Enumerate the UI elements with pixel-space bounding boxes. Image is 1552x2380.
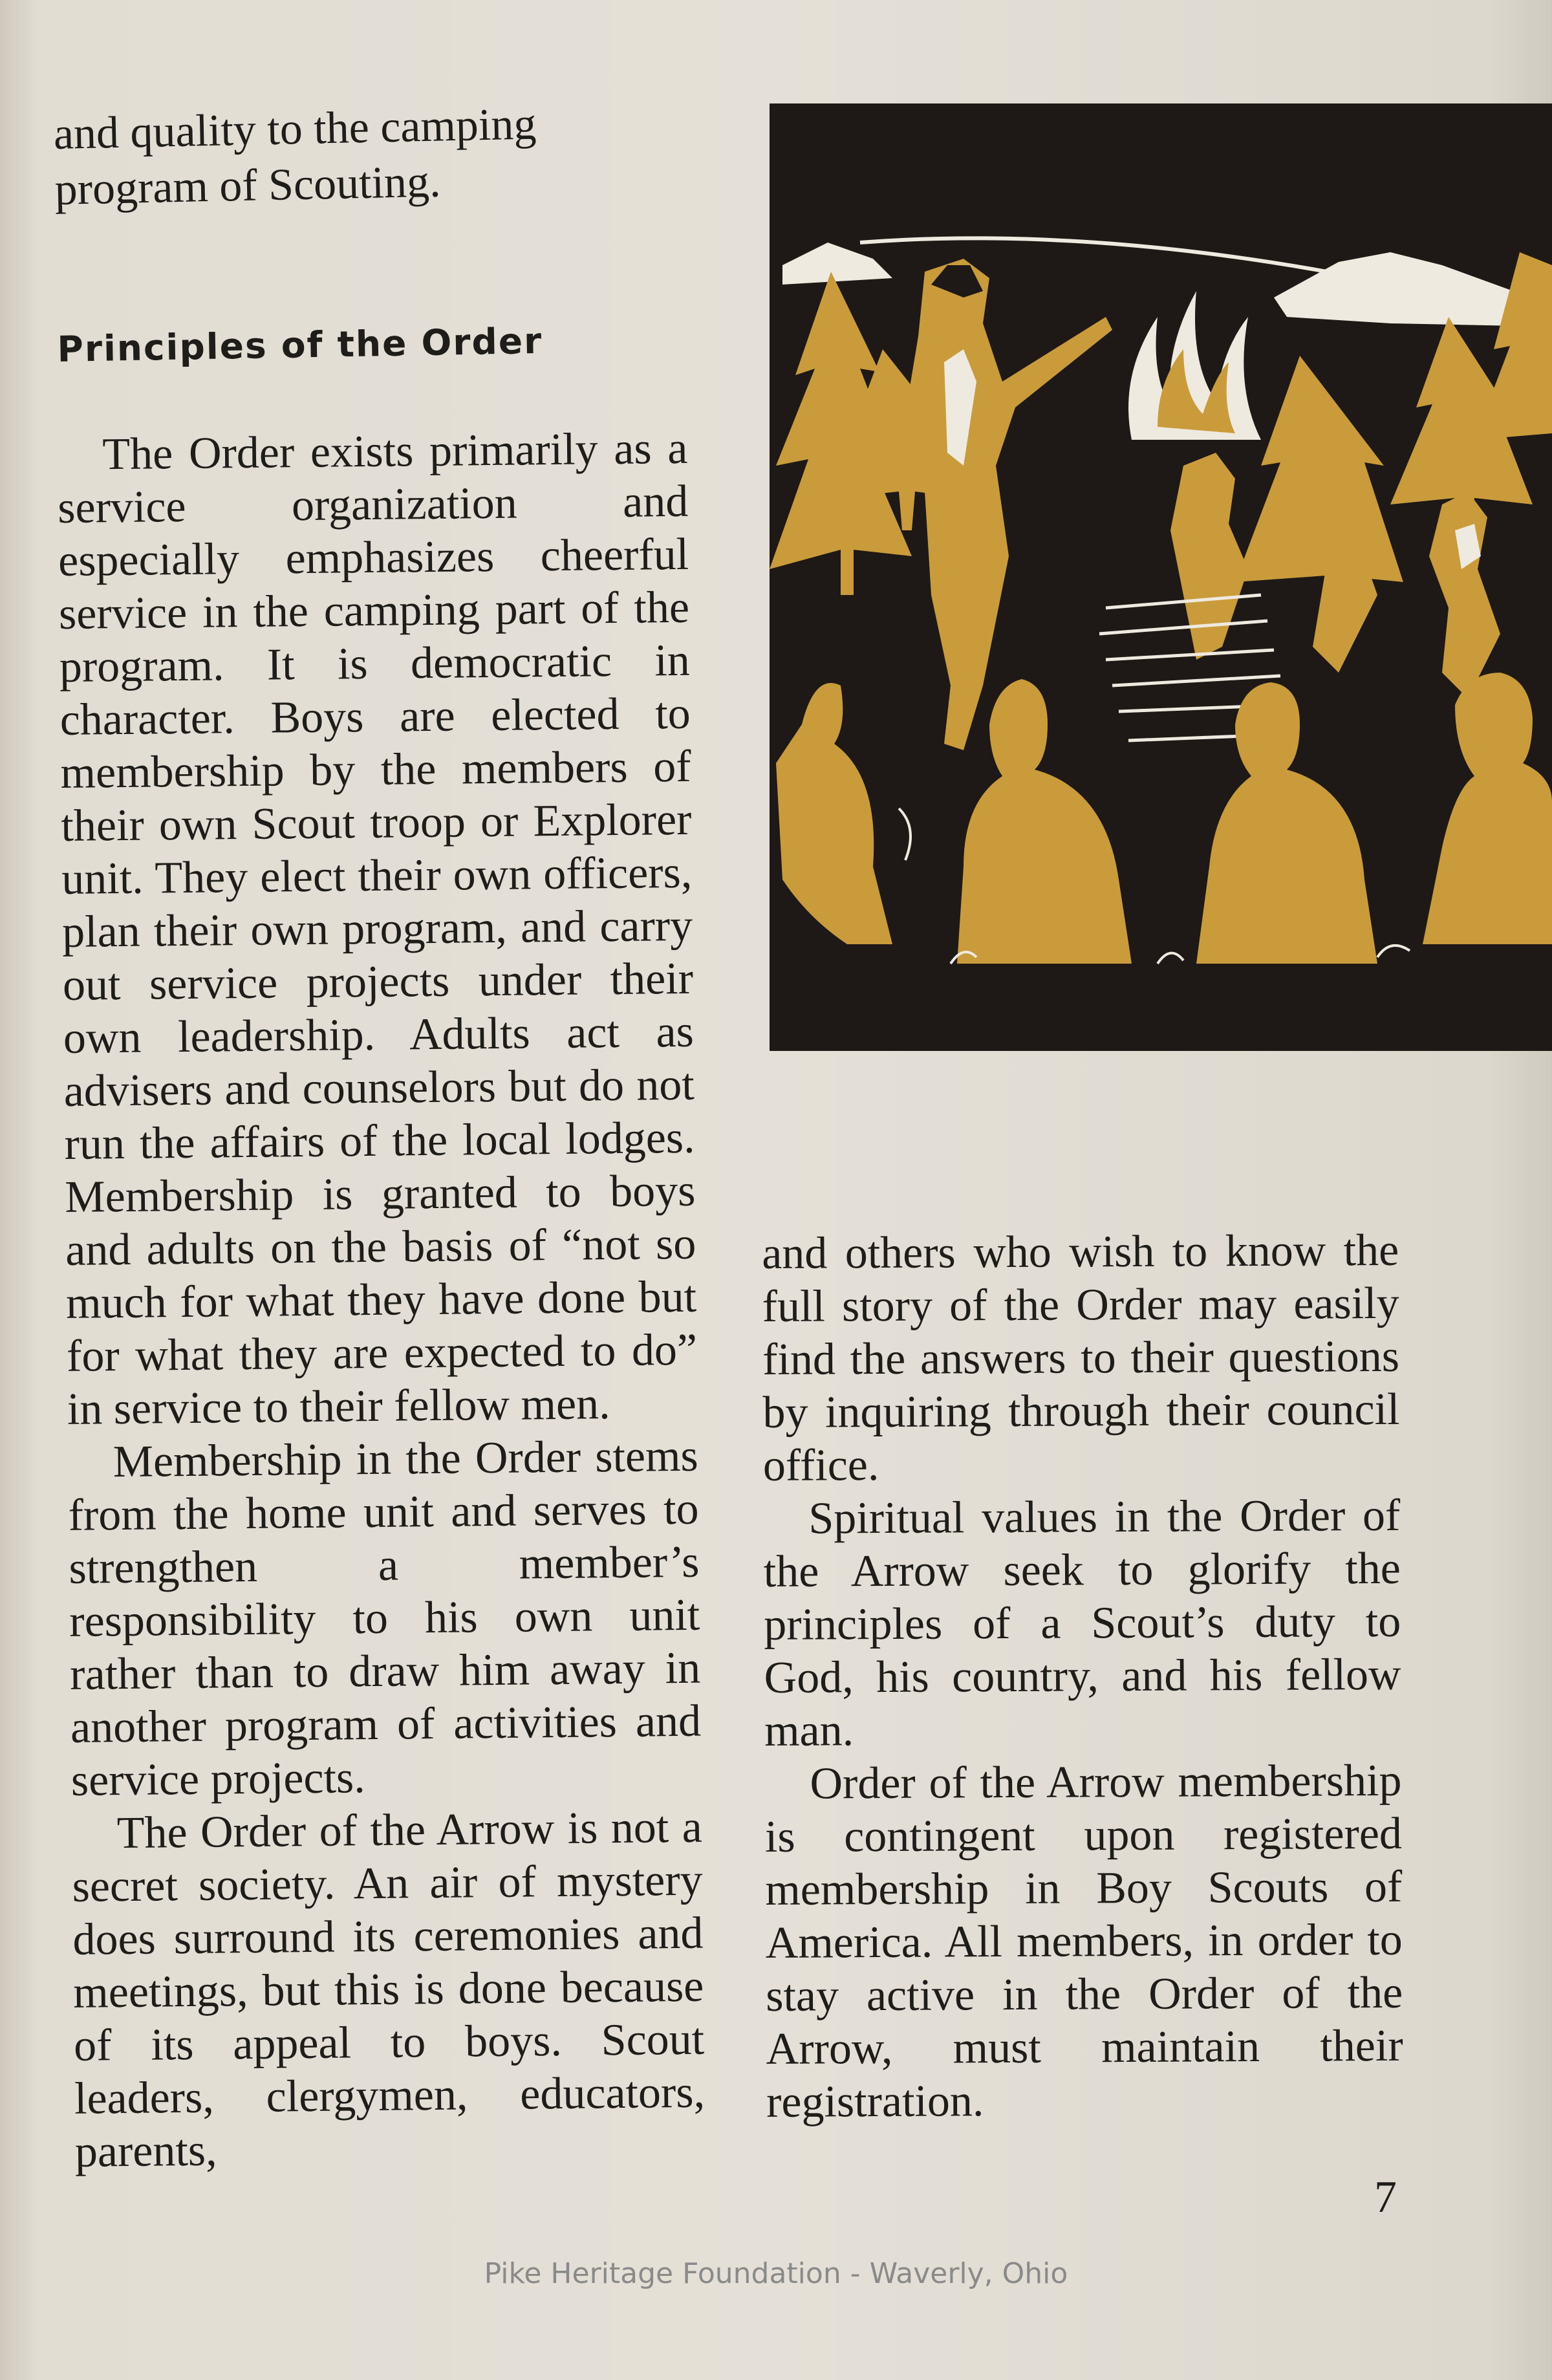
paragraph-spiritual-values: Spiritual values in the Order of the Arrow seek to glorify the principles of a Scout’s duty to God, his country, and his fellow man. [763,1490,1401,1756]
page-number: 7 [1374,2172,1397,2222]
paragraph-registration: Order of the Arrow membership is contingent upon registered membership in Boy Scouts of America. All members, in order to stay active in the Order of the Arrow, must maintain their registration. [764,1755,1403,2127]
paragraph-membership: Membership in the Order stems from the home unit and serves to strengthen a member’s responsibility to his own unit rather than to draw him away in another program of activities and service projects. [68,1431,702,1806]
section-heading: Principles of the Order [57,319,543,370]
campfire-ceremony-illustration [770,103,1552,1051]
continued-text: and quality to the camping program of Scouting. [53,99,537,215]
paragraph-principles: The Order exists primarily as a service organization and especially emphasizes cheerful service in the camping part of the program. It is democratic in character. Boys are elected to membership by the members of their own Scout troop or Explorer unit. They elect their own officers, plan their own program, and carry out service projects under their own leadership. Adults act as advisers and counselors but do not run the affairs of the local lodges. Membership is granted to boys and adults on the basis of “not so much for what they have done but for what they are expected to do” in service to their fellow men. [57,423,698,1434]
paragraph-not-secret: The Order of the Arrow is not a secret society. An air of mystery does surround its ceremonies and meetings, but this is done because of its appeal to boys. Scout leaders, clergymen, educators, parents, [72,1802,706,2177]
paragraph-continued: and others who wish to know the full story of the Order may easily find the answers to their questions by inquiring through their council office. [762,1225,1400,1491]
left-column [57,422,706,2179]
right-column [762,1224,1403,2129]
footer-watermark: Pike Heritage Foundation - Waverly, Ohio [484,2257,1068,2290]
